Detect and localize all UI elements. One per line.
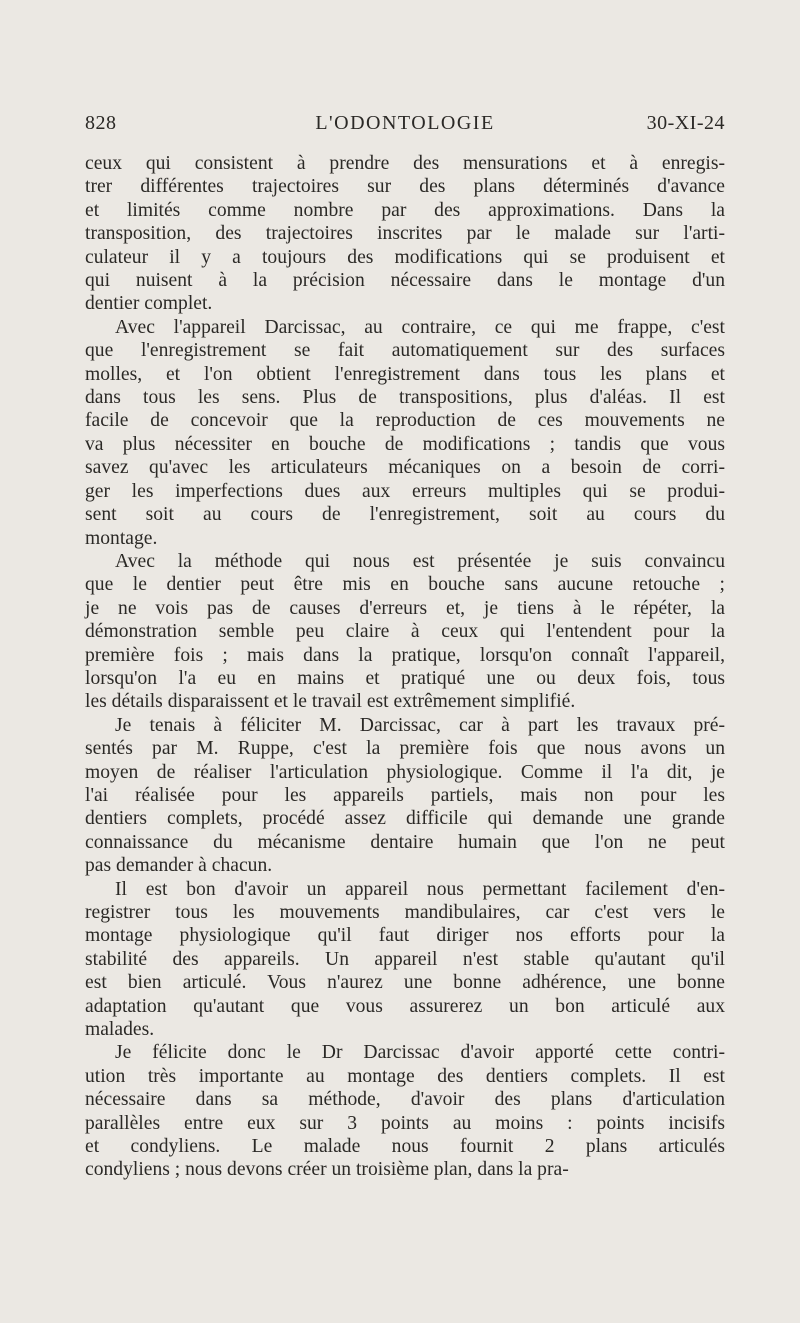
text-line: démonstration semble peu claire à ceux qui l'entendent pour la	[85, 621, 725, 643]
paragraph	[85, 152, 725, 316]
text-line: transposition, des trajectoires inscrites par le malade sur l'arti-	[85, 223, 725, 245]
text-line: qui nuisent à la précision nécessaire dans le montage d'un	[85, 270, 725, 292]
text-line: l'ai réalisée pour les appareils partiels, mais non pour les	[85, 784, 725, 806]
text-line: parallèles entre eux sur 3 points au moins : points incisifs	[85, 1112, 725, 1134]
text-line: va plus nécessiter en bouche de modifications ; tandis que vous	[85, 433, 725, 455]
text-line: adaptation qu'autant que vous assurerez un bon articulé aux	[85, 995, 725, 1017]
text-line: connaissance du mécanisme dentaire humain que l'on ne peut	[85, 831, 725, 853]
text-line: que l'enregistrement se fait automatiquement sur des surfaces	[85, 340, 725, 362]
text-line: stabilité des appareils. Un appareil n'est stable qu'autant qu'il	[85, 948, 725, 970]
text-line: ution très importante au montage des dentiers complets. Il est	[85, 1065, 725, 1087]
text-line: ceux qui consistent à prendre des mensurations et à enregis-	[85, 153, 725, 174]
text-line: dentiers complets, procédé assez difficile qui demande une grande	[85, 808, 725, 830]
text-line: montage physiologique qu'il faut diriger nos efforts pour la	[85, 925, 725, 947]
text-line: savez qu'avec les articulateurs mécaniques on a besoin de corri-	[85, 457, 725, 479]
text-line: sentés par M. Ruppe, c'est la première fois que nous avons un	[85, 738, 725, 760]
text-line: Il est bon d'avoir un appareil nous permettant facilement d'en-	[115, 878, 725, 900]
text-line: facile de concevoir que la reproduction de ces mouvements ne	[85, 410, 725, 432]
issue-date: 30-XI-24	[646, 112, 725, 134]
journal-title: L'ODONTOLOGIE	[315, 112, 495, 134]
text-line: que le dentier peut être mis en bouche sans aucune retouche ;	[85, 574, 725, 596]
text-line: dentier complet.	[85, 293, 213, 315]
text-line: ger les imperfections dues aux erreurs multiples qui se produi-	[85, 480, 725, 502]
text-line: est bien articulé. Vous n'aurez une bonne adhérence, une bonne	[85, 972, 725, 994]
paragraph	[85, 1041, 725, 1181]
text-line: malades.	[85, 1019, 155, 1041]
text-line: et limités comme nombre par des approximations. Dans la	[85, 199, 725, 221]
text-line: Je félicite donc le Dr Darcissac d'avoir apporté cette contri-	[115, 1042, 725, 1064]
running-header	[85, 112, 725, 142]
text-line: Avec la méthode qui nous est présentée je suis convaincu	[115, 550, 725, 572]
text-line: sent soit au cours de l'enregistrement, soit au cours du	[85, 504, 725, 526]
paragraph	[85, 550, 725, 714]
paragraph	[85, 714, 725, 878]
text-line: montage.	[85, 527, 158, 549]
text-line: première fois ; mais dans la pratique, lorsqu'on connaît l'appareil,	[85, 644, 725, 666]
text-line: registrer tous les mouvements mandibulaires, car c'est vers le	[85, 902, 725, 923]
paragraph	[85, 316, 725, 550]
text-line: et condyliens. Le malade nous fournit 2 plans articulés	[85, 1136, 725, 1158]
text-line: dans tous les sens. Plus de transpositions, plus d'aléas. Il est	[85, 387, 725, 409]
text-line: les détails disparaissent et le travail est extrêmement simplifié.	[85, 691, 576, 713]
text-line: Avec l'appareil Darcissac, au contraire, ce qui me frappe, c'est	[115, 316, 725, 338]
text-line: nécessaire dans sa méthode, d'avoir des plans d'articulation	[85, 1089, 725, 1111]
text-line: Je tenais à féliciter M. Darcissac, car à part les travaux pré-	[115, 714, 725, 736]
text-line: je ne vois pas de causes d'erreurs et, je tiens à le répéter, la	[85, 597, 725, 619]
text-line: moyen de réaliser l'articulation physiologique. Comme il l'a dit, je	[85, 761, 725, 783]
page-number: 828	[85, 112, 117, 134]
paragraph	[85, 878, 725, 1042]
text-line: pas demander à chacun.	[85, 855, 273, 877]
text-line: condyliens ; nous devons créer un troisième plan, dans la pra-	[85, 1159, 569, 1181]
text-line: lorsqu'on l'a eu en mains et pratiqué une ou deux fois, tous	[85, 667, 725, 689]
text-line: culateur il y a toujours des modifications qui se produisent et	[85, 246, 725, 268]
body-text	[85, 152, 725, 1182]
text-line: trer différentes trajectoires sur des plans déterminés d'avance	[85, 176, 725, 198]
text-line: molles, et l'on obtient l'enregistrement dans tous les plans et	[85, 363, 725, 385]
